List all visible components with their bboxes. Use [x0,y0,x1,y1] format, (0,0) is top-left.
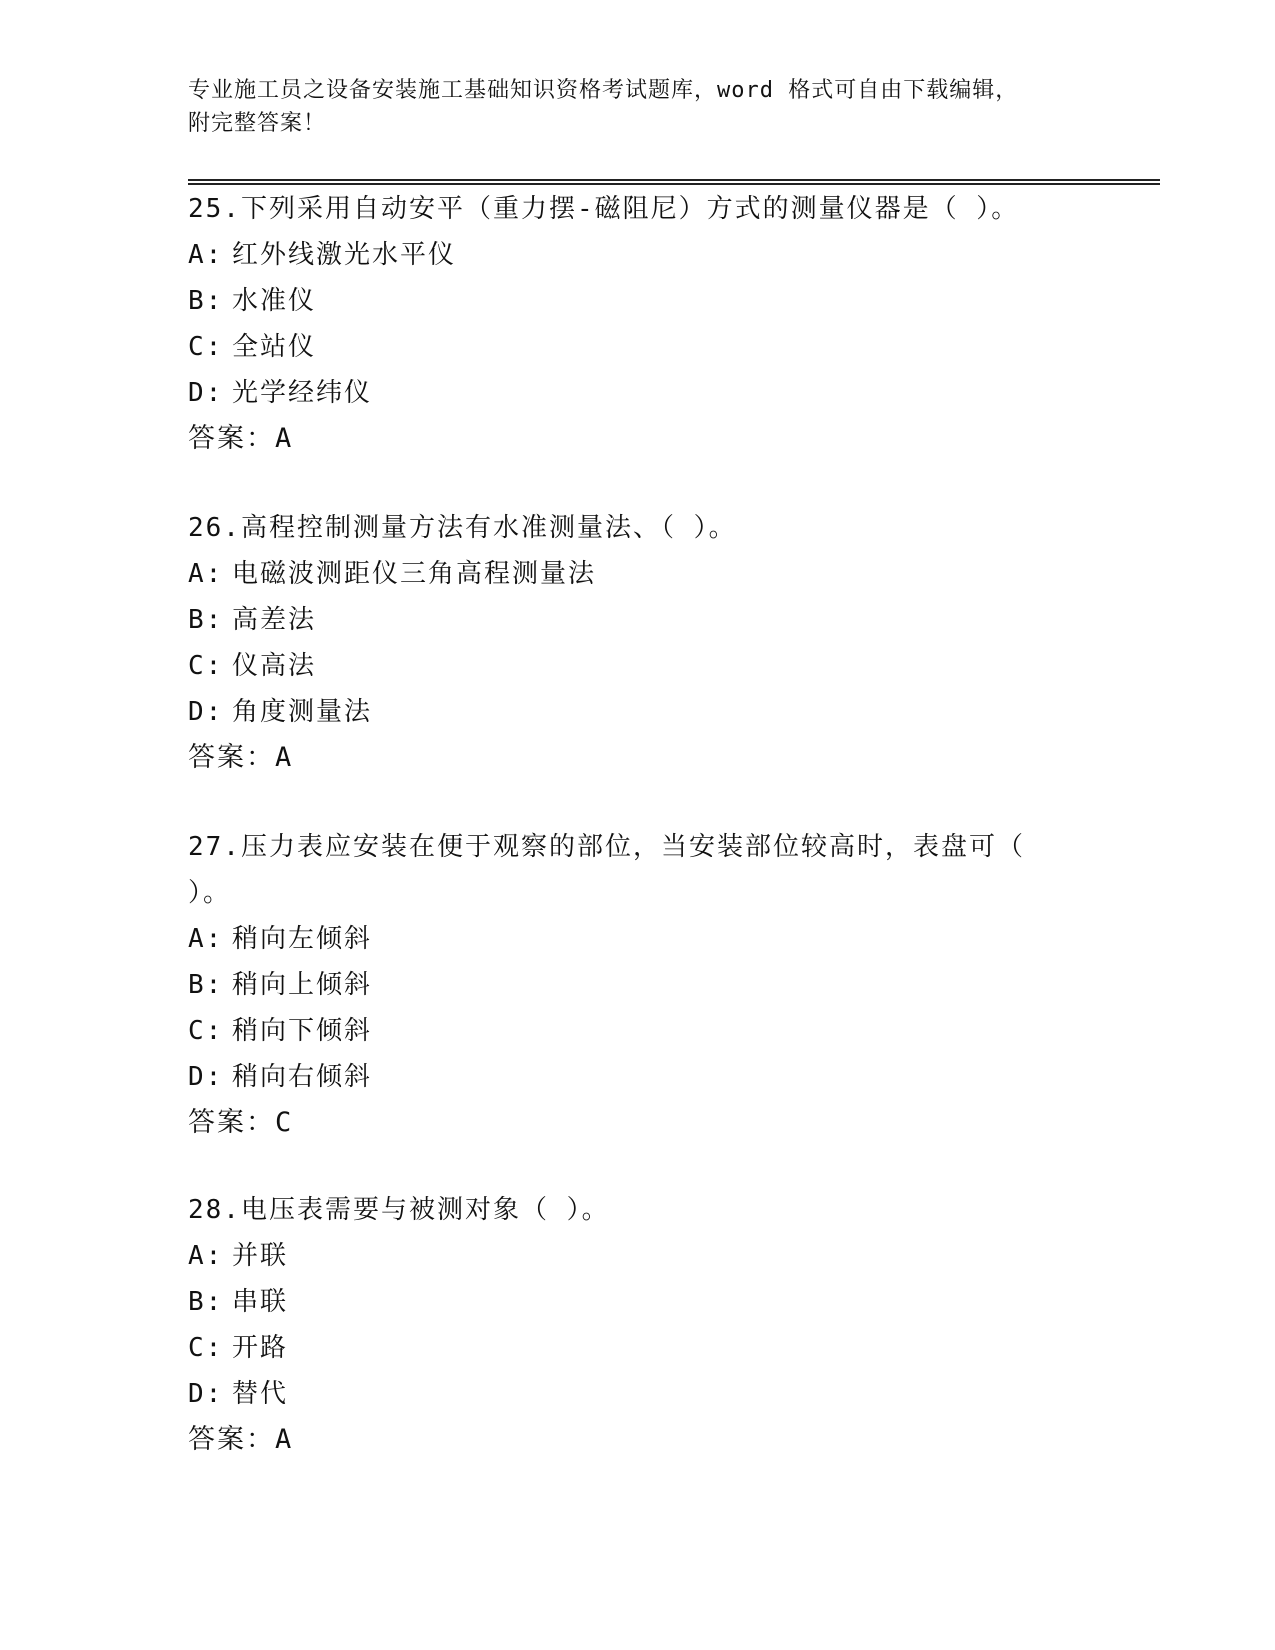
option-a [188,232,1088,278]
option-c [188,643,1088,689]
answer-value: A [275,423,294,454]
option-text: 开路 [232,1333,289,1363]
question-28 [188,1187,1088,1463]
option-text: 稍向右倾斜 [232,1062,373,1092]
option-a [188,551,1088,597]
answer-label: 答案： [188,742,275,773]
option-b [188,962,1088,1008]
option-text: 电磁波测距仪三角高程测量法 [232,559,597,589]
answer-value: A [275,1424,294,1455]
answer-value: A [275,742,294,773]
question-stem: 27.压力表应安装在便于观察的部位，当安装部位较高时，表盘可（ [188,832,1025,862]
option-b [188,597,1088,643]
question-26 [188,505,1088,781]
option-text: 稍向下倾斜 [232,1016,373,1046]
option-a [188,916,1088,962]
header-line-1: 专业施工员之设备安装施工基础知识资格考试题库，word 格式可自由下载编辑， [188,78,1019,103]
option-b [188,278,1088,324]
question-stem: 28.电压表需要与被测对象（ ）。 [188,1195,610,1225]
option-key: A: [188,924,224,954]
option-key: C: [188,651,224,681]
question-stem: 25.下列采用自动安平（重力摆-磁阻尼）方式的测量仪器是（ ）。 [188,194,1020,224]
option-text: 红外线激光水平仪 [232,240,457,270]
option-c [188,324,1088,370]
option-c [188,1008,1088,1054]
document-header [188,74,1088,140]
answer-line [188,416,1088,462]
option-key: B: [188,1287,224,1317]
option-text: 角度测量法 [232,697,373,727]
question-27 [188,824,1088,1146]
header-line-2: 附完整答案！ [188,111,327,136]
option-d [188,370,1088,416]
option-text: 仪高法 [232,651,317,681]
option-text: 串联 [232,1287,289,1317]
option-d [188,1371,1088,1417]
option-text: 全站仪 [232,332,317,362]
option-a [188,1233,1088,1279]
option-key: D: [188,1062,224,1092]
option-key: A: [188,1241,224,1271]
option-key: D: [188,1379,224,1409]
question-stem-continued: ）。 [188,878,232,908]
answer-line [188,735,1088,781]
option-c [188,1325,1088,1371]
option-text: 光学经纬仪 [232,378,373,408]
header-divider-bottom [188,183,1160,185]
option-text: 水准仪 [232,286,317,316]
option-key: A: [188,240,224,270]
option-text: 稍向左倾斜 [232,924,373,954]
answer-label: 答案： [188,1424,275,1455]
answer-line [188,1100,1088,1146]
option-d [188,689,1088,735]
option-d [188,1054,1088,1100]
option-text: 替代 [232,1379,289,1409]
option-key: D: [188,378,224,408]
answer-label: 答案： [188,423,275,454]
option-key: A: [188,559,224,589]
option-text: 高差法 [232,605,317,635]
option-key: B: [188,286,224,316]
option-b [188,1279,1088,1325]
option-key: B: [188,970,224,1000]
question-stem: 26.高程控制测量方法有水准测量法、（ ）。 [188,513,737,543]
header-divider-top [188,179,1160,181]
option-key: C: [188,1333,224,1363]
option-key: D: [188,697,224,727]
question-25 [188,186,1088,462]
answer-value: C [275,1107,294,1138]
answer-line [188,1417,1088,1463]
option-key: C: [188,332,224,362]
option-text: 并联 [232,1241,289,1271]
option-key: B: [188,605,224,635]
option-text: 稍向上倾斜 [232,970,373,1000]
answer-label: 答案： [188,1107,275,1138]
option-key: C: [188,1016,224,1046]
